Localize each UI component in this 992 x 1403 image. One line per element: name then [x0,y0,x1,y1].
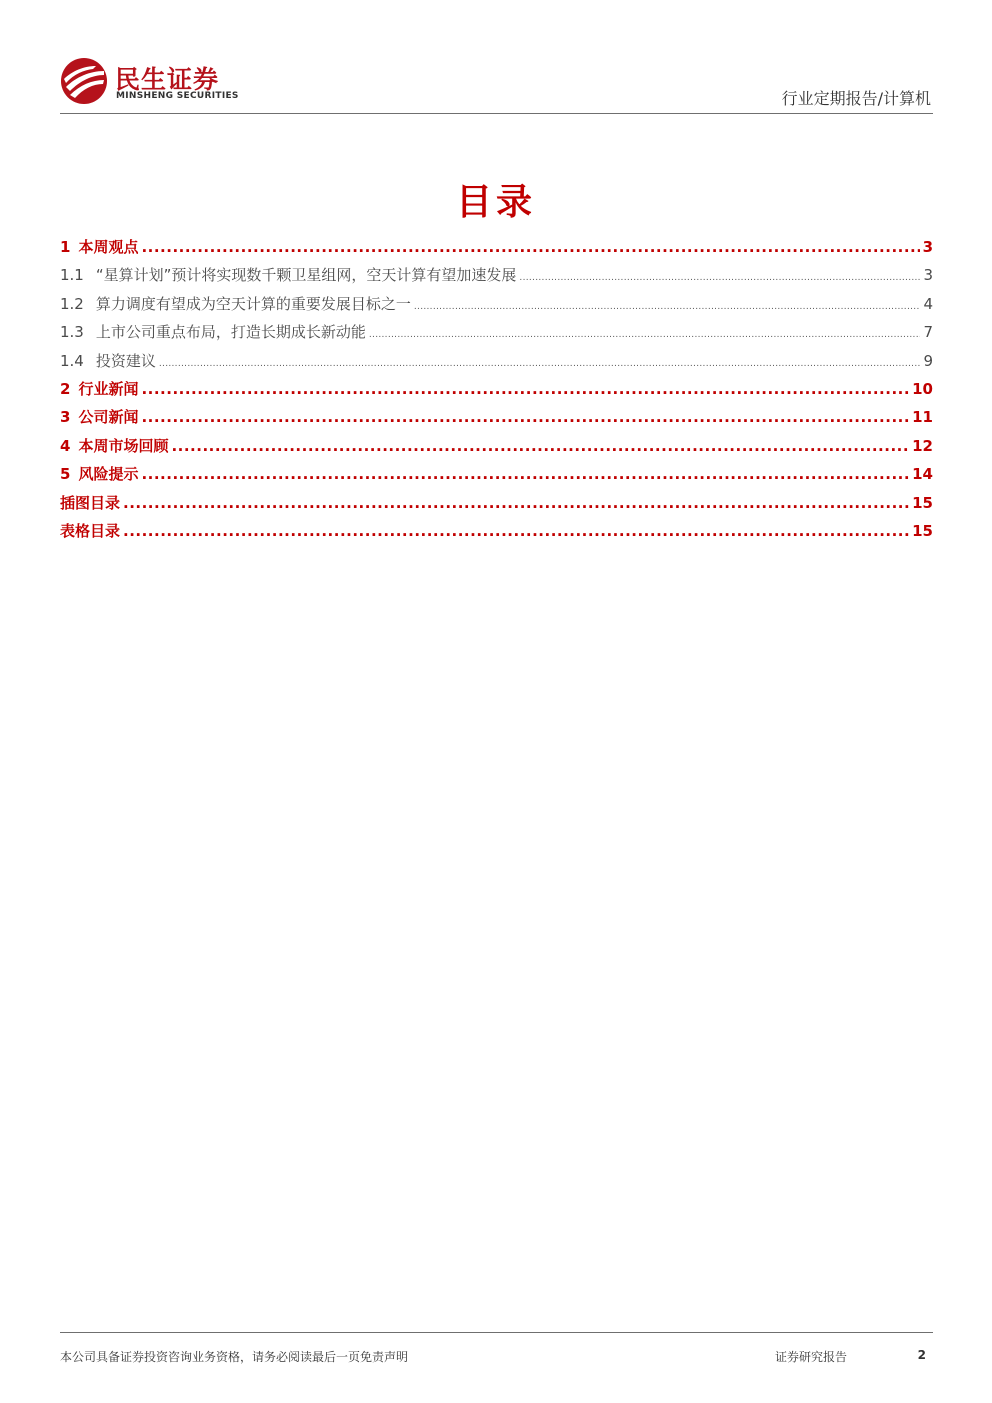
toc-entry-label: 插图目录 [60,493,121,512]
toc-entry-number: 1.4 [60,351,84,370]
toc-entry-1-1[interactable] [60,264,933,292]
toc-entry-page: 11 [912,408,933,427]
logo-chinese-name: 民生证券 [115,65,220,94]
toc-entry-5[interactable] [60,463,933,491]
toc-entry-number: 1 [60,238,71,256]
toc-entry-label: 表格目录 [60,521,121,540]
toc-entry-label: 上市公司重点布局，打造长期成长新动能 [95,323,366,342]
document-category: 行业定期报告/计算机 [781,89,931,108]
toc-leader-dots [141,408,909,426]
toc-entry-number: 3 [60,408,71,427]
toc-leader-dots [171,437,909,455]
toc-entry-page: 4 [923,294,933,313]
toc-entry-label: 公司新闻 [78,408,139,427]
toc-entry-page: 7 [923,323,933,342]
toc-leader-dots [141,380,909,398]
toc-entry-label: 行业新闻 [78,379,139,398]
toc-entry-number: 1.3 [60,323,84,342]
toc-entry-1-2[interactable] [60,293,933,321]
footer-report-type: 证券研究报告 [775,1350,848,1364]
page-number: 2 [917,1348,926,1362]
toc-leader-dots [159,359,921,369]
toc-leader-dots [123,494,909,512]
toc-entry-page: 15 [912,521,933,540]
toc-title: 目录 [455,182,536,223]
page-header [0,0,992,116]
toc-entry-page: 12 [912,436,933,455]
toc-entry-page: 14 [912,465,933,484]
toc-entry-figure-index[interactable] [60,492,933,520]
table-of-contents [60,236,933,548]
toc-entry-label: 风险提示 [78,465,139,484]
toc-entry-1-4[interactable] [60,350,933,378]
toc-entry-table-index[interactable] [60,520,933,548]
toc-entry-label: 算力调度有望成为空天计算的重要发展目标之一 [95,294,411,313]
toc-leader-dots [123,522,909,540]
toc-entry-number: 1.2 [60,294,84,313]
toc-entry-number: 4 [60,436,71,455]
toc-leader-dots [141,238,919,256]
toc-entry-4[interactable] [60,435,933,463]
footer-disclaimer: 本公司具备证券投资咨询业务资格，请务必阅读最后一页免责声明 [60,1350,409,1364]
toc-entry-page: 3 [923,266,933,285]
toc-entry-3[interactable] [60,406,933,434]
toc-entry-label: “星算计划”预计将实现数千颗卫星组网，空天计算有望加速发展 [95,266,517,285]
toc-entry-number: 5 [60,465,71,484]
logo-english-name: MINSHENG SECURITIES [116,91,239,101]
toc-leader-dots [369,330,921,340]
toc-entry-page: 10 [912,379,933,398]
toc-entry-1-3[interactable] [60,321,933,349]
toc-entry-number: 1.1 [60,266,84,285]
toc-entry-label: 本周市场回顾 [78,436,169,455]
toc-entry-2[interactable] [60,378,933,406]
footer-divider [60,1332,933,1333]
toc-entry-page: 9 [923,351,933,370]
toc-entry-page: 3 [922,238,933,256]
toc-entry-page: 15 [912,493,933,512]
toc-entry-label: 投资建议 [95,351,156,370]
toc-entry-label: 本周观点 [78,238,139,256]
toc-leader-dots [414,302,921,312]
toc-leader-dots [141,465,909,483]
toc-entry-number: 2 [60,379,71,398]
toc-leader-dots [519,273,920,283]
company-logo [60,57,250,107]
toc-entry-1[interactable] [60,236,933,264]
header-divider [60,113,933,114]
minsheng-logo-icon [60,57,108,105]
